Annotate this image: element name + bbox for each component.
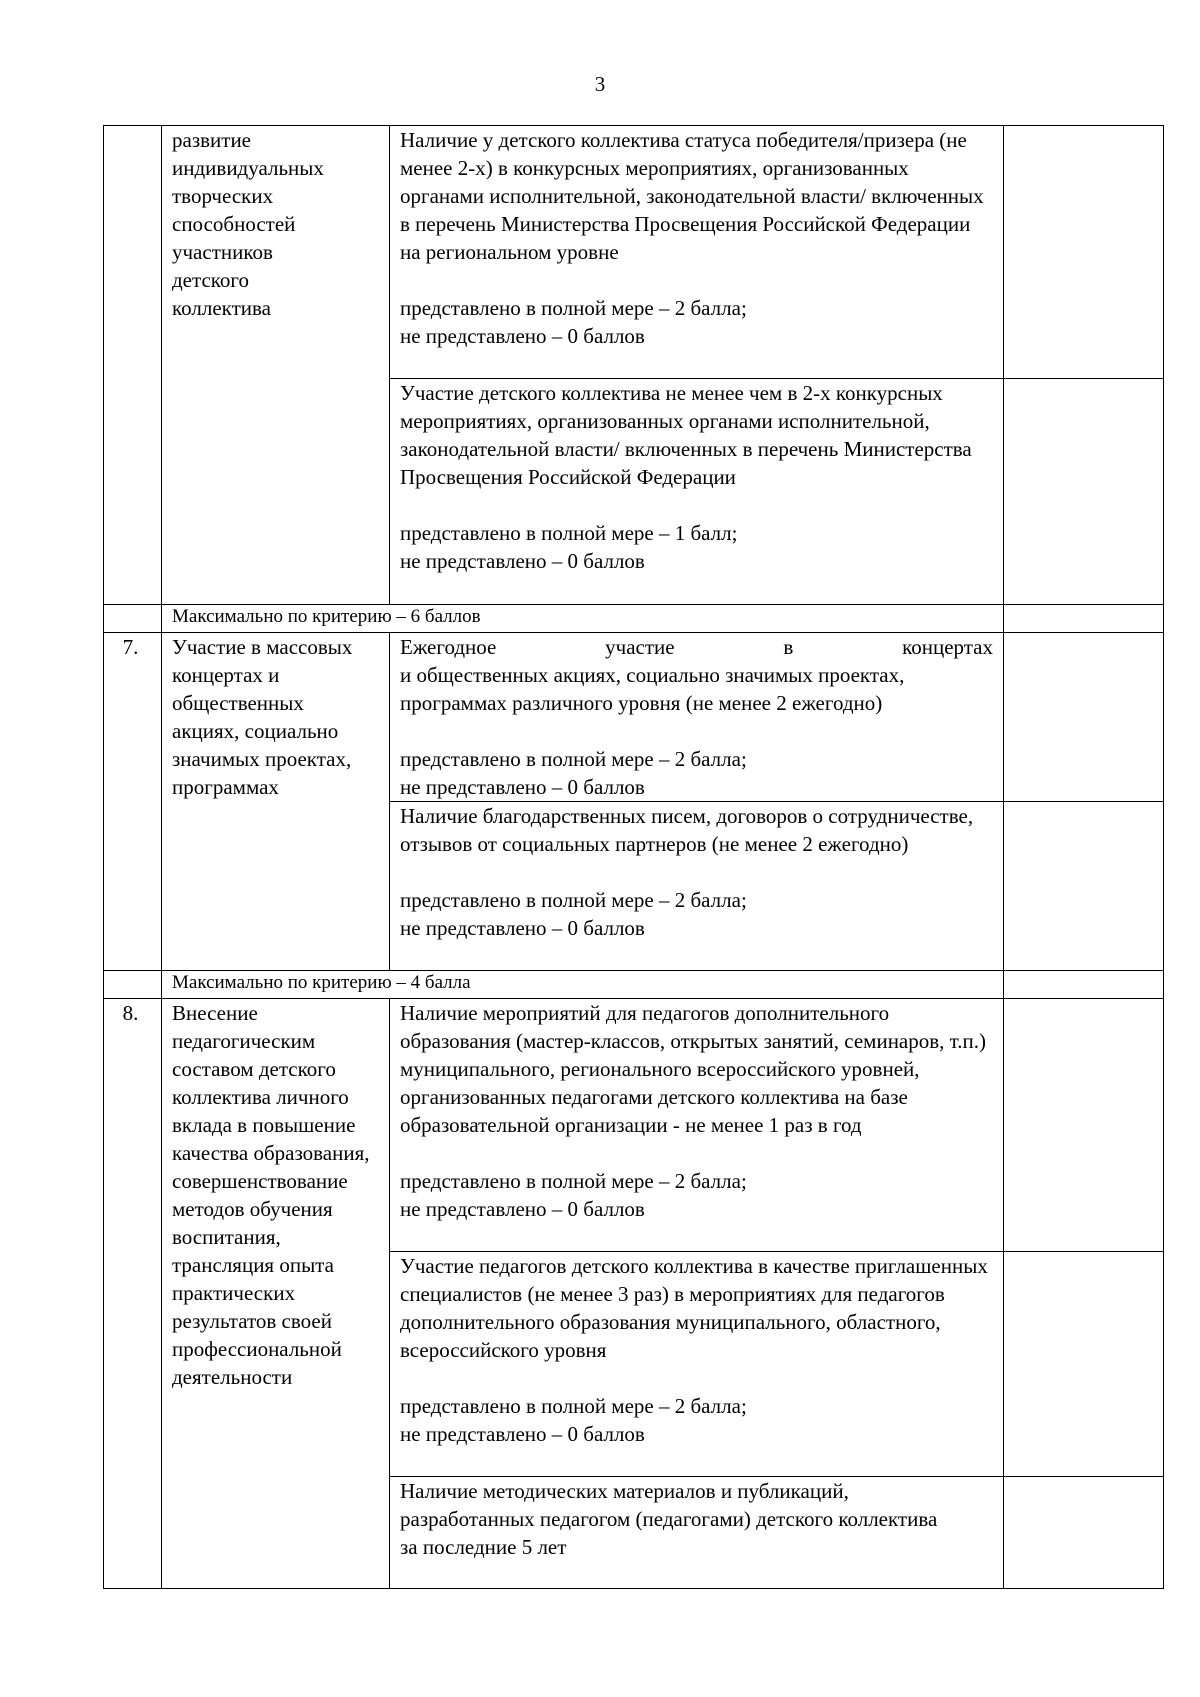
criteria-table [103,125,1164,1589]
score-none: не представлено – 0 баллов [400,324,645,348]
score-none: не представлено – 0 баллов [400,1197,645,1221]
score-none: не представлено – 0 баллов [400,775,645,799]
score-full: представлено в полной мере – 2 балла; [400,1169,747,1193]
criteria-name-cell [162,126,390,605]
indicator-cell [390,126,1004,379]
score-cell [1004,379,1164,605]
score-cell [1004,633,1164,802]
score-full: представлено в полной мере – 2 балла; [400,747,747,771]
score-cell [1004,1252,1164,1477]
score-cell [1004,1477,1164,1589]
indicator-cell [390,1252,1004,1477]
max-empty-cell [104,605,162,633]
score-none: не представлено – 0 баллов [400,1422,645,1446]
score-cell [1004,126,1164,379]
max-row-6 [104,605,1164,633]
score-full: представлено в полной мере – 1 балл; [400,521,738,545]
criteria-number-cell [104,126,162,605]
indicator-cell [390,999,1004,1252]
max-row-7 [104,971,1164,999]
criteria-number: 8. [104,999,162,1589]
indicator-cell [390,379,1004,605]
score-none: не представлено – 0 баллов [400,549,645,573]
indicator-text: Наличие у детского коллектива статуса победителя/призера (не менее 2-х) в конкурсных мероприятиях, организованных органами исполнительной, законодательной власти/ включенных в перечень Министерства Просвещения Российской Федерации на региональном уровне [400,128,984,264]
max-score-cell [1004,605,1164,633]
max-empty-cell [104,971,162,999]
score-cell [1004,999,1164,1252]
score-full: представлено в полной мере – 2 балла; [400,1394,747,1418]
criteria-name: развитие индивидуальных творческих способностей участников детского коллектива [172,128,324,320]
indicator-text: Наличие благодарственных писем, договоров о сотрудничестве, отзывов от социальных партнеров (не менее 2 ежегодно) [400,804,974,856]
indicator-text: Наличие мероприятий для педагогов дополнительного образования (мастер-классов, открытых занятий, семинаров, т.п.) муниципального, регионального всероссийского уровней, организованных педагогами детского коллектива на базе образовательной организации - не менее 1 раз в год [400,1001,987,1137]
max-score-label: Максимально по критерию – 4 балла [162,971,1004,999]
score-full: представлено в полной мере – 2 балла; [400,296,747,320]
criteria-name: Внесение педагогическим составом детского коллектива личного вклада в повышение качества образования, совершенствование методов обучения воспитания, трансляция опыта практических результатов своей профессиональной деятельности [172,1001,370,1389]
criteria-row-7-item-1 [104,633,1164,802]
criteria-number: 7. [104,633,162,971]
indicator-text: Участие педагогов детского коллектива в качестве приглашенных специалистов (не менее 3 раз) в мероприятиях для педагогов дополнительного образования муниципального, областного, всероссийского уровня [400,1254,988,1362]
criteria-row-8-item-1 [104,999,1164,1252]
criteria-name-cell [162,999,390,1589]
indicator-cell [390,802,1004,971]
max-score-cell [1004,971,1164,999]
score-none: не представлено – 0 баллов [400,916,645,940]
indicator-text-first-line: Ежегодное участие в концертах [400,635,993,659]
page-number: 3 [594,72,606,96]
score-cell [1004,802,1164,971]
max-score-label: Максимально по критерию – 6 баллов [162,605,1004,633]
indicator-cell [390,1477,1004,1589]
indicator-text: и общественных акциях, социально значимых проектах, программах различного уровня (не менее 2 ежегодно) [400,663,905,715]
criteria-name-cell [162,633,390,971]
indicator-cell [390,633,1004,802]
indicator-text: Наличие методических материалов и публикаций, разработанных педагогом (педагогами) детского коллектива за последние 5 лет [400,1479,938,1559]
criteria-name: Участие в массовых концертах и общественных акциях, социально значимых проектах, программах [172,635,353,799]
criteria-row-6-item-1 [104,126,1164,379]
score-full: представлено в полной мере – 2 балла; [400,888,747,912]
indicator-text: Участие детского коллектива не менее чем в 2-х конкурсных мероприятиях, организованных органами исполнительной, законодательной власти/ включенных в перечень Министерства Просвещения Российской Федерации [400,381,972,489]
